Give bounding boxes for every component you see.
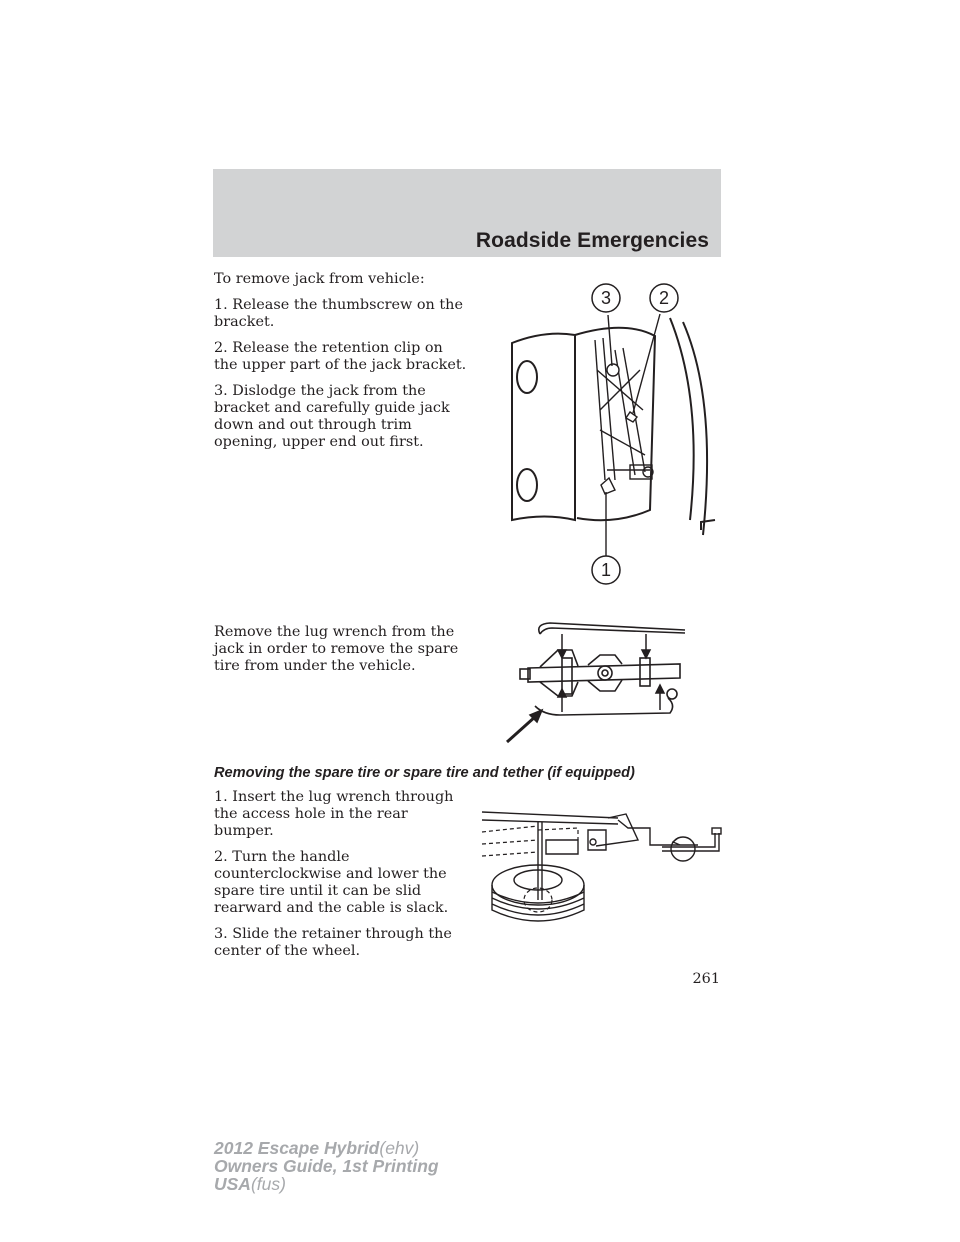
footer-model: 2012 Escape Hybrid: [214, 1138, 380, 1158]
spare-step-3: 3. Slide the retainer through the center of the wheel.: [214, 926, 452, 959]
lug-wrench-text: [214, 624, 464, 684]
callout-3: 3: [600, 288, 612, 308]
callout-1: 1: [600, 560, 612, 580]
document-footer: [214, 1139, 439, 1193]
jack-bracket-illustration: [505, 280, 725, 590]
page-number: 261: [692, 971, 720, 987]
footer-market: USA: [214, 1174, 251, 1194]
jack-removal-text: [214, 271, 469, 460]
spare-step-1: 1. Insert the lug wrench through the access hole in the rear bumper.: [214, 789, 454, 839]
callout-2: 2: [658, 288, 670, 308]
section-title: Roadside Emergencies: [475, 229, 709, 252]
jack-lug-wrench-illustration: [500, 620, 690, 750]
spare-step-2: 2. Turn the handle counterclockwise and lower the spare tire until it can be slid rearward and the cable is slack.: [214, 849, 449, 916]
jack-step-1: 1. Release the thumbscrew on the bracket.: [214, 297, 463, 330]
footer-market-code: (fus): [250, 1174, 286, 1194]
spare-tire-text: [214, 789, 469, 969]
jack-step-3: 3. Dislodge the jack from the bracket and carefully guide jack down and out through trim opening, upper end out first.: [214, 383, 450, 450]
jack-removal-intro: To remove jack from vehicle:: [214, 271, 425, 287]
section-header-band: [213, 169, 721, 257]
lug-wrench-paragraph: Remove the lug wrench from the jack in order to remove the spare tire from under the vehicle.: [214, 624, 459, 674]
footer-edition: Owners Guide, 1st Printing: [214, 1156, 439, 1176]
spare-tire-heading: Removing the spare tire or spare tire and tether (if equipped): [214, 765, 635, 781]
spare-tire-lowering-illustration: [478, 800, 728, 930]
footer-model-code: (ehv): [379, 1138, 420, 1158]
jack-step-2: 2. Release the retention clip on the upper part of the jack bracket.: [214, 340, 467, 373]
